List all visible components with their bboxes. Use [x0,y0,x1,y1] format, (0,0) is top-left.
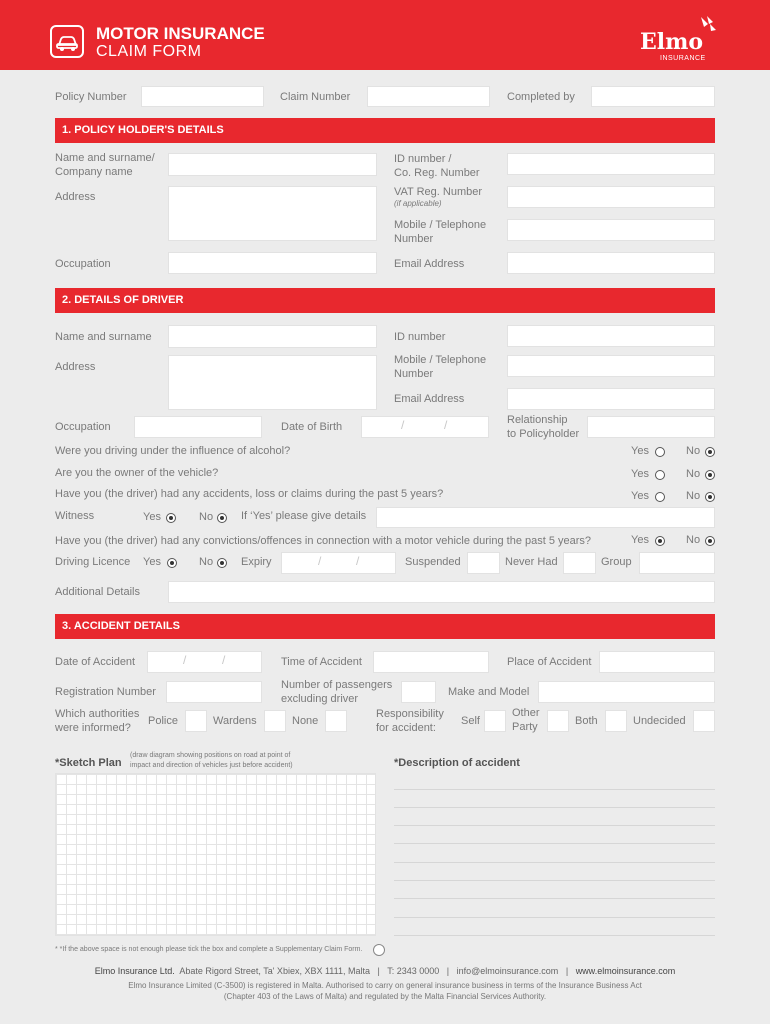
ph-email-field[interactable] [507,252,715,274]
section-policy-holder: 1. POLICY HOLDER'S DETAILS [55,118,715,143]
acc-make-field[interactable] [538,681,715,703]
form-subtitle: CLAIM FORM [96,43,202,60]
q-owner-no-radio[interactable] [705,470,715,480]
policy-number-field[interactable] [141,86,264,107]
witness-details-label: If ‘Yes’ please give details [241,510,367,522]
drv-occupation-label: Occupation [55,421,111,433]
drv-relationship-field[interactable] [587,416,715,438]
additional-details-label: Additional Details [55,586,140,598]
car-icon [50,25,84,58]
q-convictions-yes-label: Yes [631,534,649,546]
licence-expiry-field[interactable] [281,552,396,574]
licence-expiry-label: Expiry [241,556,272,568]
acc-self-label: Self [461,715,480,727]
footer-web-link[interactable]: www.elmoinsurance.com [575,966,676,976]
q-owner-yes-radio[interactable] [655,470,665,480]
description-line-4[interactable] [394,843,715,844]
witness-no-radio[interactable] [217,513,227,523]
drv-address-field[interactable] [168,355,377,410]
acc-place-label: Place of Accident [507,656,592,668]
acc-time-field[interactable] [373,651,489,673]
acc-wardens-label: Wardens [213,715,257,727]
q-convictions-no-radio[interactable] [705,536,715,546]
ph-vat-label: VAT Reg. Number [394,186,483,198]
ph-name-label-2: Company name [55,166,133,178]
sketch-note-2: impact and direction of vehicles just before accident) [130,762,293,769]
description-label: *Description of accident [394,757,520,769]
acc-date-slash-2: / [222,653,226,667]
q-alcohol-no-label: No [686,445,701,457]
q-accidents-yes-label: Yes [631,490,649,502]
acc-passengers-field[interactable] [401,681,436,703]
acc-responsibility-label-1: Responsibility [376,708,444,720]
section-driver: 2. DETAILS OF DRIVER [55,288,715,313]
acc-other-label-1: Other [512,707,540,719]
q-convictions: Have you (the driver) had any convictions/offences in connection with a motor vehicle during the past 5 years? [55,535,592,547]
footer-tel: T: 2343 0000 [387,966,440,976]
footer-address: Abate Rigord Street, Ta' Xbiex, XBX 1111, Malta [179,966,370,976]
acc-authorities-label-1: Which authorities [55,708,140,720]
acc-both-label: Both [575,715,598,727]
ph-address-field[interactable] [168,186,377,241]
drv-dob-field[interactable] [361,416,489,438]
witness-yes-radio[interactable] [166,513,176,523]
additional-details-field[interactable] [168,581,715,603]
acc-wardens-box[interactable] [264,710,286,732]
ph-mobile-label-2: Number [394,233,434,245]
dob-slash-2: / [444,418,448,432]
description-line-3[interactable] [394,825,715,826]
description-line-7[interactable] [394,898,715,899]
description-line-5[interactable] [394,862,715,863]
drv-relationship-label-2: to Policyholder [507,428,580,440]
q-accidents: Have you (the driver) had any accidents, loss or claims during the past 5 years? [55,488,444,500]
q-accidents-yes-radio[interactable] [655,492,665,502]
drv-email-label: Email Address [394,393,465,405]
dob-slash-1: / [401,418,405,432]
licence-suspended-label: Suspended [405,556,461,568]
q-owner-no-label: No [686,468,701,480]
licence-never-had-label: Never Had [505,556,558,568]
acc-self-box[interactable] [484,710,506,732]
drv-occupation-field[interactable] [134,416,262,438]
completed-by-field[interactable] [591,86,715,107]
ph-email-label: Email Address [394,258,465,270]
policy-number-label: Policy Number [55,91,127,103]
acc-date-label: Date of Accident [55,656,136,668]
q-accidents-no-radio[interactable] [705,492,715,502]
acc-passengers-label-1: Number of passengers [281,679,393,691]
drv-relationship-label-1: Relationship [507,414,568,426]
drv-mobile-label-2: Number [394,368,434,380]
ph-id-label-2: Co. Reg. Number [394,167,480,179]
acc-other-box[interactable] [547,710,569,732]
acc-none-label: None [292,715,319,727]
ph-address-label: Address [55,191,96,203]
drv-mobile-label-1: Mobile / Telephone [394,354,487,366]
drv-name-field[interactable] [168,325,377,348]
q-alcohol-no-radio[interactable] [705,447,715,457]
q-convictions-yes-radio[interactable] [655,536,665,546]
q-owner: Are you the owner of the vehicle? [55,467,219,479]
footer-contact [0,965,770,977]
acc-date-slash-1: / [183,653,187,667]
expiry-slash-1: / [318,554,322,568]
acc-undecided-label: Undecided [633,715,686,727]
q-accidents-no-label: No [686,490,701,502]
ph-name-label-1: Name and surname/ [55,152,155,164]
drv-mobile-field[interactable] [507,355,715,377]
completed-by-label: Completed by [507,91,575,103]
ph-mobile-label-1: Mobile / Telephone [394,219,487,231]
description-line-2[interactable] [394,807,715,808]
ph-vat-field[interactable] [507,186,715,208]
brand-name: Elmo [640,29,704,55]
drv-name-label: Name and surname [55,331,152,343]
licence-label: Driving Licence [55,556,131,568]
licence-suspended-box[interactable] [467,552,500,574]
ph-occupation-label: Occupation [55,258,111,270]
footer-email-link[interactable]: info@elmoinsurance.com [456,966,559,976]
brand-subtitle: INSURANCE [660,55,706,62]
licence-group-field[interactable] [639,552,715,574]
footer-sep-1: | [377,966,380,976]
footer-legal-2: (Chapter 403 of the Laws of Malta) and regulated by the Malta Financial Services Authority. [223,992,547,1001]
acc-none-box[interactable] [325,710,347,732]
claim-number-field[interactable] [367,86,490,107]
ph-name-field[interactable] [168,153,377,176]
drv-dob-label: Date of Birth [281,421,343,433]
drv-id-label: ID number [394,331,446,343]
supplementary-checkbox[interactable] [373,944,385,956]
acc-date-field[interactable] [147,651,262,673]
supplementary-footnote: * *If the above space is not enough please tick the box and complete a Supplementary Claim Form. [55,946,363,953]
acc-other-label-2: Party [512,721,538,733]
description-line-8[interactable] [394,917,715,918]
acc-police-label: Police [148,715,178,727]
drv-id-field[interactable] [507,325,715,347]
form-title: MOTOR INSURANCE [96,24,265,43]
footer-sep-3: | [565,966,569,976]
acc-both-box[interactable] [605,710,627,732]
licence-group-label: Group [601,556,632,568]
licence-no-radio[interactable] [217,558,227,568]
ph-id-field[interactable] [507,153,715,175]
claim-number-label: Claim Number [280,91,351,103]
footer-sep-2: | [446,966,450,976]
description-line-9[interactable] [394,935,715,936]
witness-label: Witness [55,510,95,522]
acc-undecided-box[interactable] [693,710,715,732]
licence-yes-label: Yes [143,556,161,568]
licence-never-had-box[interactable] [563,552,596,574]
q-alcohol-yes-label: Yes [631,445,649,457]
sketch-note-1: (draw diagram showing positions on road at point of [130,752,291,759]
ph-id-label-1: ID number / [394,153,452,165]
q-convictions-no-label: No [686,534,701,546]
licence-yes-radio[interactable] [167,558,177,568]
expiry-slash-2: / [356,554,360,568]
acc-make-label: Make and Model [448,686,530,698]
sketch-plan-label: *Sketch Plan [55,757,122,769]
acc-police-box[interactable] [185,710,207,732]
acc-time-label: Time of Accident [281,656,362,668]
footer-legal-1: Elmo Insurance Limited (C-3500) is registered in Malta. Authorised to carry on general insurance business in terms of the Insurance Business Act [128,981,642,990]
sketch-plan-grid[interactable] [55,773,376,936]
q-owner-yes-label: Yes [631,468,649,480]
section-accident: 3. ACCIDENT DETAILS [55,614,715,639]
drv-email-field[interactable] [507,388,715,410]
drv-address-label: Address [55,361,96,373]
witness-no-label: No [199,511,214,523]
ph-occupation-field[interactable] [168,252,377,274]
q-alcohol: Were you driving under the influence of alcohol? [55,445,291,457]
ph-vat-note: (if applicable) [394,199,442,208]
acc-authorities-label-2: were informed? [55,722,131,734]
description-line-6[interactable] [394,880,715,881]
witness-details-field[interactable] [376,507,715,528]
acc-responsibility-label-2: for accident: [376,722,436,734]
footer-company: Elmo Insurance Ltd. [94,966,175,976]
acc-reg-field[interactable] [166,681,262,703]
acc-reg-label: Registration Number [55,686,156,698]
q-alcohol-yes-radio[interactable] [655,447,665,457]
witness-yes-label: Yes [143,511,161,523]
description-line-1[interactable] [394,789,715,790]
acc-passengers-label-2: excluding driver [281,693,359,705]
licence-no-label: No [199,556,214,568]
ph-mobile-field[interactable] [507,219,715,241]
acc-place-field[interactable] [599,651,715,673]
